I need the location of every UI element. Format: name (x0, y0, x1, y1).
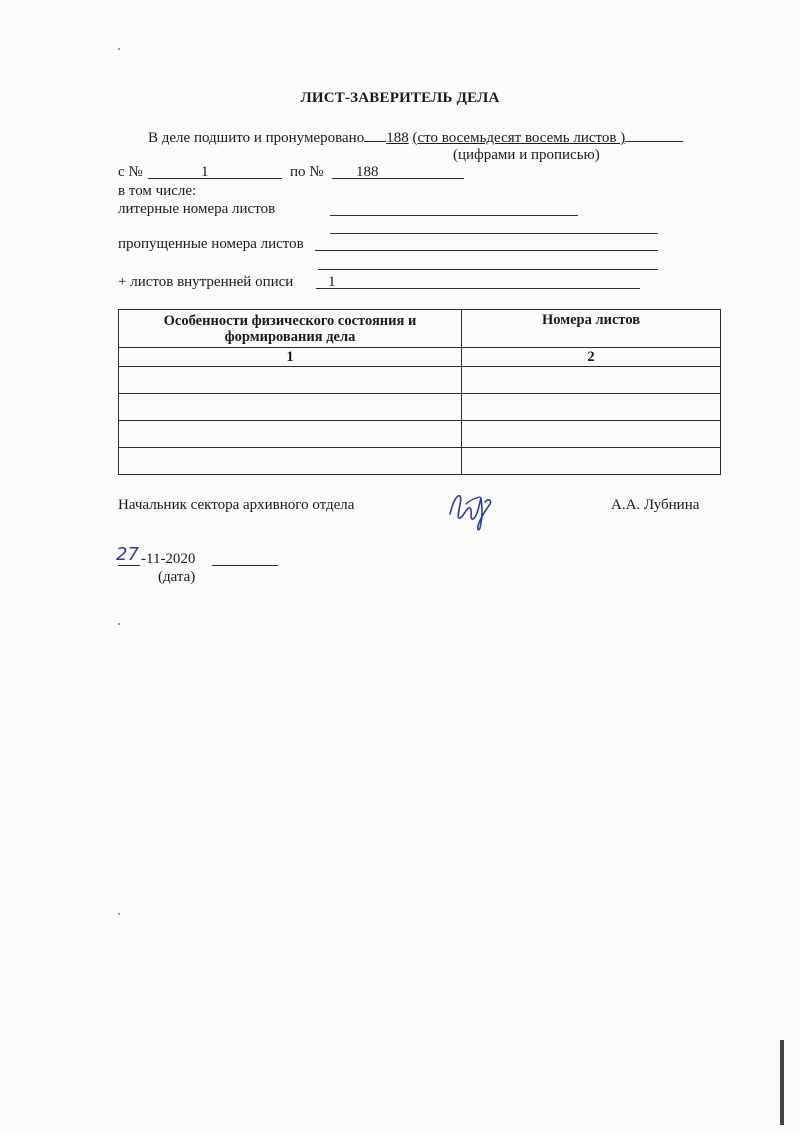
range-from-label: с № (118, 164, 143, 180)
range-to-value: 188 (356, 164, 379, 180)
missing-sheets-label: пропущенные номера листов (118, 236, 304, 252)
table-cell (462, 421, 721, 448)
table-cell (462, 448, 721, 475)
scan-dot (118, 623, 120, 625)
date-day-underline (118, 565, 140, 566)
range-from-value: 1 (201, 164, 209, 180)
table-row (119, 421, 721, 448)
table-row (119, 448, 721, 475)
range-from-underline (148, 178, 282, 179)
table-row (119, 394, 721, 421)
table-cell (462, 367, 721, 394)
scan-edge-mark (780, 1040, 784, 1125)
header-sheet-numbers: Номера листов (462, 310, 721, 348)
handwritten-signature (444, 484, 504, 532)
date-underline (212, 565, 278, 566)
document-title: ЛИСТ-ЗАВЕРИТЕЛЬ ДЕЛА (300, 90, 500, 106)
inventory-line (316, 288, 640, 289)
table-cell (462, 394, 721, 421)
inventory-value: 1 (328, 274, 336, 290)
letter-sheets-line-2 (330, 233, 658, 234)
date-day-handwritten: 27 (116, 544, 139, 565)
column-number-1: 1 (119, 348, 462, 367)
sheets-prefix: В деле подшито и пронумеровано (148, 130, 365, 146)
table-cell (119, 394, 462, 421)
sheets-count: 188 (386, 130, 409, 146)
date-hint: (дата) (158, 569, 196, 585)
signer-position: Начальник сектора архивного отдела (118, 497, 355, 513)
letter-sheets-line (330, 215, 578, 216)
column-number-2: 2 (462, 348, 721, 367)
missing-sheets-line (315, 250, 658, 251)
date-rest: -11-2020 (141, 551, 196, 567)
header-condition: Особенности физического состояния и формирования дела (119, 310, 462, 348)
including-label: в том числе: (118, 183, 197, 199)
scan-dot (118, 913, 120, 915)
letter-sheets-label: литерные номера листов (118, 201, 276, 217)
column-number-row (119, 348, 721, 367)
table-header-row (119, 310, 721, 348)
table-cell (119, 448, 462, 475)
signer-name: А.А. Лубнина (611, 497, 700, 513)
range-to-label: по № (290, 164, 324, 180)
table-row (119, 367, 721, 394)
sheets-hint: (цифрами и прописью) (453, 147, 600, 163)
sheets-count-line (148, 127, 683, 147)
inventory-label: + листов внутренней описи (118, 274, 294, 290)
range-to-underline (332, 178, 464, 179)
table-cell (119, 367, 462, 394)
physical-condition-table (118, 309, 721, 475)
sheets-count-words: (сто восемьдесят восемь листов ) (412, 130, 626, 146)
table-cell (119, 421, 462, 448)
missing-sheets-line-2 (318, 269, 658, 270)
scan-dot (118, 48, 120, 50)
